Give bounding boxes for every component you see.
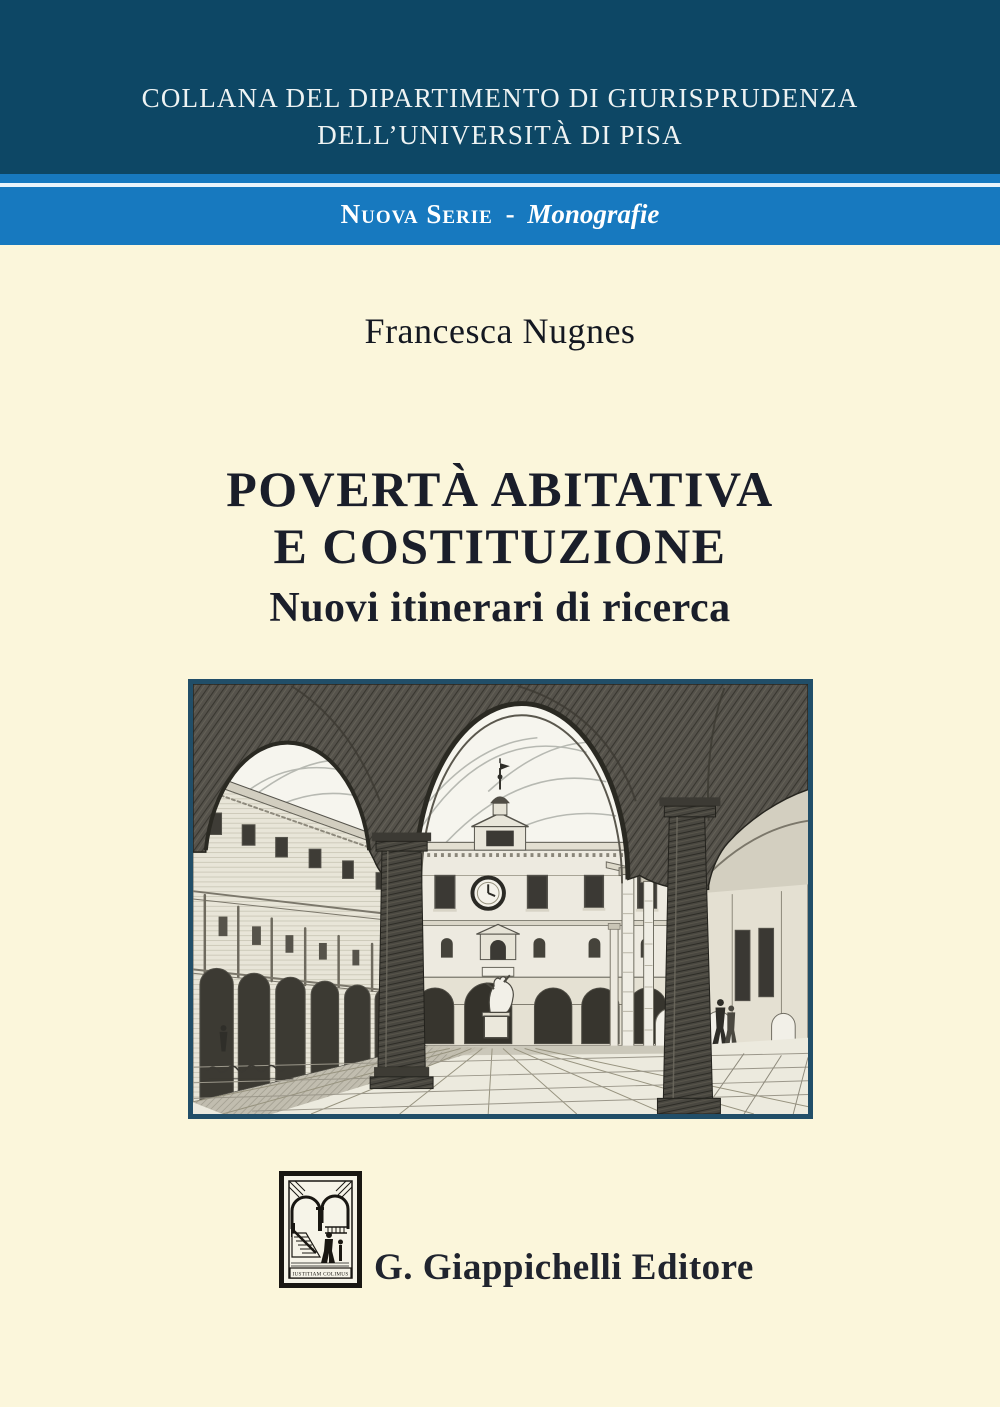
logo-motto: IUSTITIAM COLIMUS xyxy=(292,1271,349,1278)
author-name: Francesca Nugnes xyxy=(364,311,636,351)
series-line-1: COLLANA DEL DIPARTIMENTO DI GIURISPRUDENZA xyxy=(141,83,859,113)
giappichelli-emblem-icon xyxy=(279,1171,362,1288)
courtyard-engraving xyxy=(193,684,808,1114)
subseries-band xyxy=(0,174,1000,245)
book-subtitle: Nuovi itinerari di ricerca xyxy=(269,585,731,631)
subseries-title xyxy=(0,198,1000,230)
series-band xyxy=(0,0,1000,174)
subseries-separator: - xyxy=(505,199,515,229)
publisher-name: G. Giappichelli Editore xyxy=(374,1247,754,1288)
book-title xyxy=(0,461,1000,575)
publisher-logo xyxy=(279,1171,362,1288)
clock-face xyxy=(472,878,503,909)
subseries-name: Nuova Serie xyxy=(340,199,493,229)
illustration-frame xyxy=(188,679,813,1119)
title-line-1: POVERTÀ ABITATIVA xyxy=(226,461,774,517)
series-line-2: DELL’UNIVERSITÀ DI PISA xyxy=(317,120,683,150)
title-line-2: E COSTITUZIONE xyxy=(273,518,727,574)
series-title xyxy=(0,80,1000,154)
subseries-type: Monografie xyxy=(527,199,660,229)
band-divider-line xyxy=(0,183,1000,187)
logo-motto-banner xyxy=(290,1268,351,1278)
